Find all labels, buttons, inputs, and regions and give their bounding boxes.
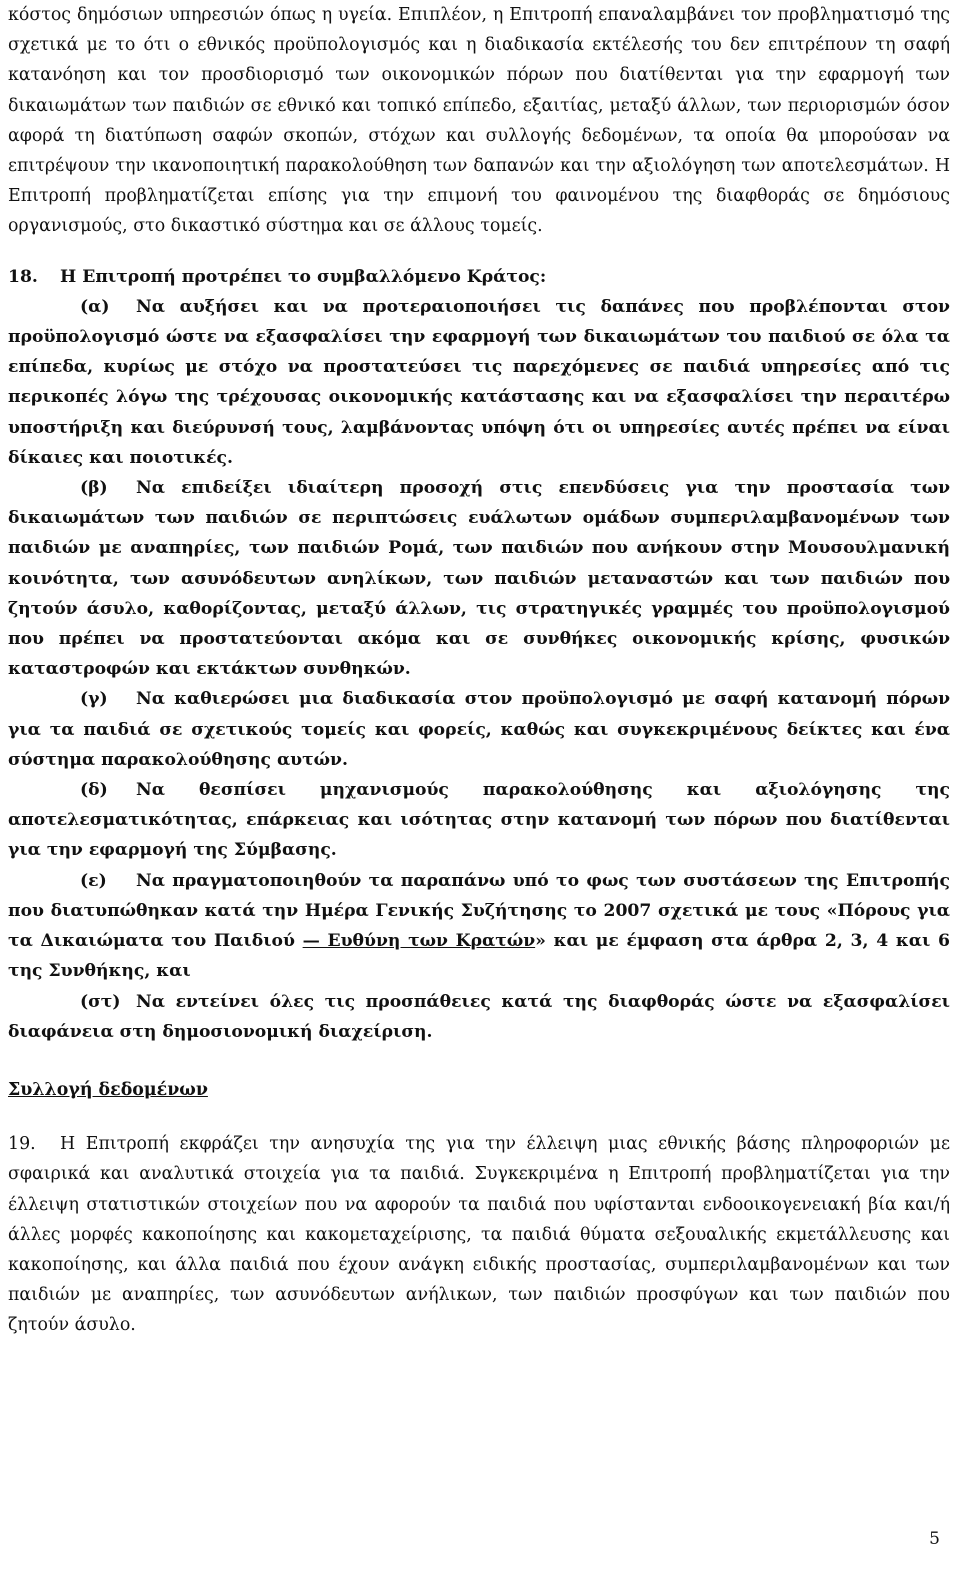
recommendation-b <box>8 473 950 684</box>
recommendation-d <box>8 775 950 866</box>
item-text: Να θεσπίσει μηχανισμούς παρακολούθησης και αξιολόγησης της αποτελεσματικότητας, επάρκειας και ισότητας στην κατανομή των πόρων που διατίθενται για την εφαρμογή της Σύμβασης. <box>8 780 950 861</box>
paragraph-number: 18. <box>8 266 38 287</box>
document-page <box>8 0 950 1341</box>
item-text: Να επιδείξει ιδιαίτερη προσοχή στις επενδύσεις για την προστασία των δικαιωμάτων των παιδιών σε περιπτώσεις ευάλωτων ομάδων συμπεριλαμβανομένων των παιδιών με αναπηρίες, των παιδιών Ρομά, των παιδιών που ανήκουν στην Μουσουλμανική κοινότητα, των ασυνόδευτων ανηλίκων, των παιδιών μεταναστών και των παιδιών που ζητούν άσυλο, καθορίζοντας, μεταξύ άλλων, τις στρατηγικές γραμμές του προϋπολογισμού που πρέπει να προστατεύονται ακόμα και σε συνθήκες οικονομικής κρίσης, φυσικών καταστροφών και εκτάκτων συνθηκών. <box>8 478 950 680</box>
item-text: Να εντείνει όλες τις προσπάθειες κατά της διαφθοράς ώστε να εξασφαλίσει διαφάνεια στη δημοσιονομική διαχείριση. <box>8 991 950 1042</box>
paragraph-19 <box>8 1129 950 1340</box>
item-label: (γ) <box>80 689 108 710</box>
item-text-before: Να πραγματοποιηθούν τα παραπάνω υπό το φως των συστάσεων της Επιτροπής που διατυπώθηκαν κατά την Ημέρα Γενικής Συζήτησης το 2007 σχετικά με τους «Πόρους για τα Δικαιώματα του Παιδιού <box>8 870 950 952</box>
recommendation-f <box>8 987 950 1047</box>
item-text: Να αυξήσει και να προτεραιοποιήσει τις δαπάνες που προβλέπονται στον προϋπολογισμό ώστε να εξασφαλίσει την εφαρμογή των δικαιωμάτων του παιδιού σε όλα τα επίπεδα, κυρίως με στόχο να προστατεύσει τις παρεχόμενες σε παιδιά υπηρεσίες από τις περικοπές λόγω της τρέχουσας οικονομικής κατάστασης και να εξασφαλίσει την περαιτέρω υποστήριξη και διεύρυνσή τους, λαμβάνοντας υπόψη ότι οι υπηρεσίες αυτές πρέπει να είναι δίκαιες και ποιοτικές. <box>8 296 950 468</box>
recommendation-c <box>8 684 950 775</box>
item-text-underlined: — Ευθύνη των Κρατών <box>302 931 536 952</box>
paragraph-18-intro <box>8 262 950 292</box>
paragraph-number: 19. <box>8 1134 36 1155</box>
item-label: (β) <box>80 478 108 499</box>
paragraph-text: Η Επιτροπή εκφράζει την ανησυχία της για την έλλειψη μιας εθνικής βάσης πληροφοριών με σφαιρικά και αναλυτικά στοιχεία για τα παιδιά. Συγκεκριμένα η Επιτροπή προβληματίζεται για την έλλειψη στατιστικών στοιχείων που να αφορούν τα παιδιά που υφίστανται ενδοοικογενειακή βία και/ή άλλες μορφές κακοποίησης και κακομεταχείρισης, τα παιδιά θύματα σεξουαλικής εκμετάλλευσης και κακοποίησης, και άλλα παιδιά που έχουν ανάγκη ειδικής προστασίας, συμπεριλαμβανομένων και των παιδιών με αναπηρίες, των ασυνόδευτων ανήλικων, των παιδιών προσφύγων και των παιδιών που ζητούν άσυλο. <box>8 1134 950 1336</box>
item-label: (α) <box>80 296 110 317</box>
paragraph-intro: Η Επιτροπή προτρέπει το συμβαλλόμενο Κράτος: <box>60 266 547 287</box>
item-text-after: » και με έμφαση στα άρθρα 2, 3, 4 και 6 της Συνθήκης, και <box>8 931 950 982</box>
recommendation-a <box>8 292 950 473</box>
item-text: Να καθιερώσει μια διαδικασία στον προϋπολογισμό με σαφή κατανομή πόρων για τα παιδιά σε σχετικούς τομείς και φορείς, καθώς και συγκεκριμένους δείκτες και ένα σύστημα παρακολούθησης αυτών. <box>8 689 950 770</box>
item-label: (ε) <box>80 870 107 891</box>
page-number: 5 <box>929 1529 940 1549</box>
item-label: (στ) <box>80 991 121 1012</box>
item-label: (δ) <box>80 780 108 801</box>
recommendation-e <box>8 866 950 987</box>
section-heading: Συλλογή δεδομένων <box>8 1079 208 1100</box>
continued-paragraph: κόστος δημόσιων υπηρεσιών όπως η υγεία. Επιπλέον, η Επιτροπή επαναλαμβάνει τον προβληματισμό της σχετικά με το ότι ο εθνικός προϋπολογισμός και η διαδικασία εκτέλεσής του δεν επιτρέπουν τη σαφή κατανόηση και τον προσδιορισμό των οικονομικών πόρων που διατίθενται για την εφαρμογή των δικαιωμάτων των παιδιών σε εθνικό και τοπικό επίπεδο, εξαιτίας, μεταξύ άλλων, των περιορισμών όσον αφορά τη διατύπωση σαφών σκοπών, στόχων και συλλογής δεδομένων, τα οποία θα μπορούσαν να επιτρέψουν την ικανοποιητική παρακολούθηση των δαπανών και την αξιολόγηση των αποτελεσμάτων. Η Επιτροπή προβληματίζεται επίσης για την επιμονή του φαινομένου της διαφθοράς σε δημόσιους οργανισμούς, στο δικαστικό σύστημα και σε άλλους τομείς. <box>8 5 950 237</box>
